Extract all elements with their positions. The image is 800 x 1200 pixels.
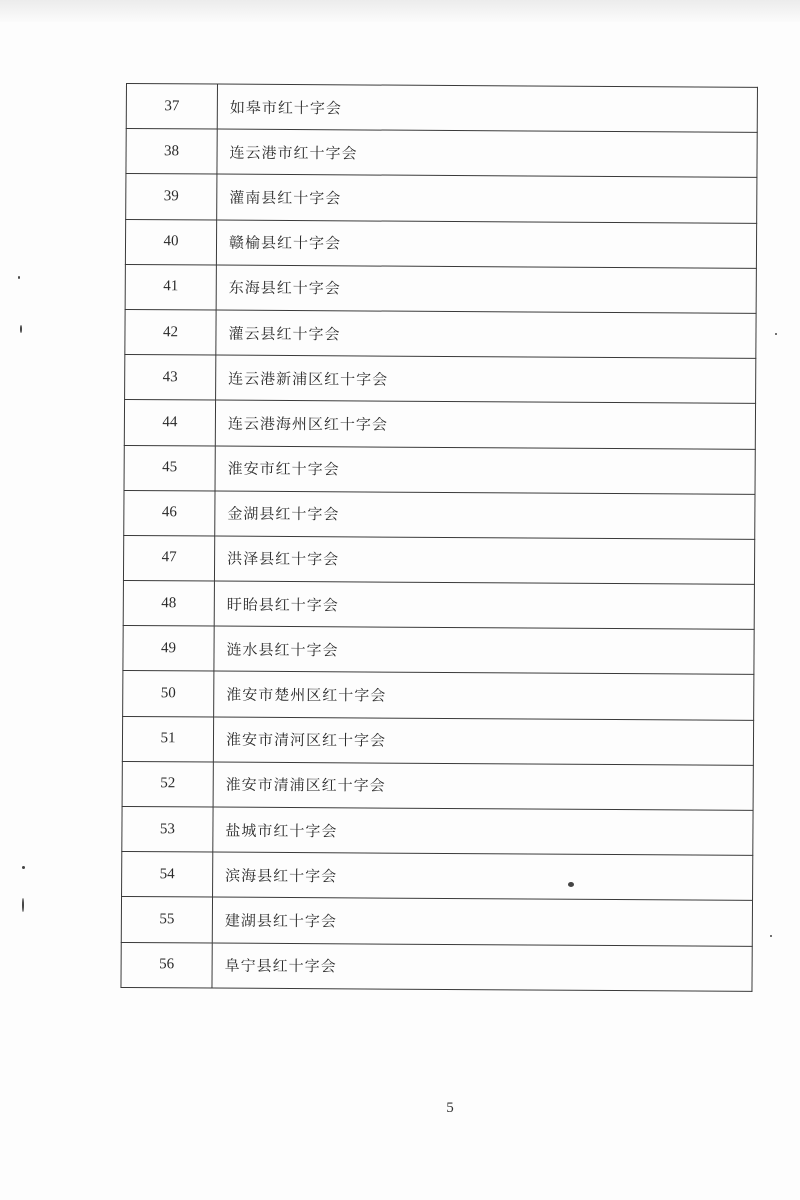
row-number: 48 (123, 581, 214, 627)
row-number: 38 (126, 129, 217, 175)
table-row (123, 626, 754, 675)
organization-name: 赣榆县红十字会 (216, 220, 756, 268)
organization-table-wrapper (120, 83, 758, 992)
organization-name: 盱眙县红十字会 (214, 581, 754, 629)
row-number: 47 (123, 535, 214, 581)
organization-name: 淮安市清浦区红十字会 (213, 762, 753, 810)
table-row (125, 219, 756, 268)
row-number: 51 (122, 716, 213, 762)
organization-name: 连云港市红十字会 (217, 129, 757, 177)
organization-name: 东海县红十字会 (216, 265, 756, 313)
scan-speck (22, 866, 25, 869)
table-row (122, 852, 753, 901)
organization-name: 滨海县红十字会 (213, 852, 753, 900)
table-row (125, 355, 756, 404)
row-number: 55 (121, 897, 212, 943)
organization-name: 淮安市楚州区红十字会 (214, 671, 754, 719)
row-number: 41 (125, 264, 216, 310)
scan-edge (0, 0, 800, 22)
organization-name: 盐城市红十字会 (213, 807, 753, 855)
scan-speck (20, 325, 22, 333)
table-row (121, 942, 752, 991)
table-row (123, 535, 754, 584)
row-number: 54 (122, 852, 213, 898)
table-row (121, 897, 752, 946)
table-row (124, 400, 755, 449)
scan-speck (18, 276, 20, 279)
organization-name: 淮安市清河区红十字会 (213, 717, 753, 765)
organization-name: 淮安市红十字会 (215, 446, 755, 494)
table-row (125, 309, 756, 358)
scan-speck (770, 935, 772, 937)
row-number: 46 (124, 490, 215, 536)
organization-name: 如皋市红十字会 (217, 84, 757, 132)
table-row (123, 581, 754, 630)
page-number: 5 (446, 1100, 454, 1116)
table-row (122, 806, 753, 855)
row-number: 56 (121, 942, 212, 988)
table-row (124, 490, 755, 539)
table-row (126, 174, 757, 223)
scan-speck (775, 333, 777, 335)
table-body (121, 84, 758, 992)
row-number: 50 (123, 671, 214, 717)
scan-speck (568, 882, 574, 887)
organization-name: 连云港海州区红十字会 (215, 400, 755, 448)
scan-speck (22, 898, 24, 912)
row-number: 40 (125, 219, 216, 265)
table-row (125, 264, 756, 313)
organization-name: 灌南县红十字会 (217, 174, 757, 222)
table-row (126, 129, 757, 178)
row-number: 42 (125, 309, 216, 355)
row-number: 49 (123, 626, 214, 672)
table-row (124, 445, 755, 494)
table-row (122, 761, 753, 810)
organization-name: 阜宁县红十字会 (212, 943, 752, 991)
row-number: 39 (126, 174, 217, 220)
organization-name: 洪泽县红十字会 (214, 536, 754, 584)
table-row (122, 716, 753, 765)
row-number: 52 (122, 761, 213, 807)
table-row (123, 671, 754, 720)
row-number: 45 (124, 445, 215, 491)
row-number: 53 (122, 806, 213, 852)
organization-table (120, 83, 758, 992)
organization-name: 灌云县红十字会 (216, 310, 756, 358)
row-number: 44 (124, 400, 215, 446)
row-number: 43 (125, 355, 216, 401)
table-row (126, 84, 757, 133)
organization-name: 连云港新浦区红十字会 (216, 355, 756, 403)
organization-name: 金湖县红十字会 (215, 491, 755, 539)
row-number: 37 (126, 84, 217, 130)
organization-name: 涟水县红十字会 (214, 626, 754, 674)
organization-name: 建湖县红十字会 (212, 897, 752, 945)
